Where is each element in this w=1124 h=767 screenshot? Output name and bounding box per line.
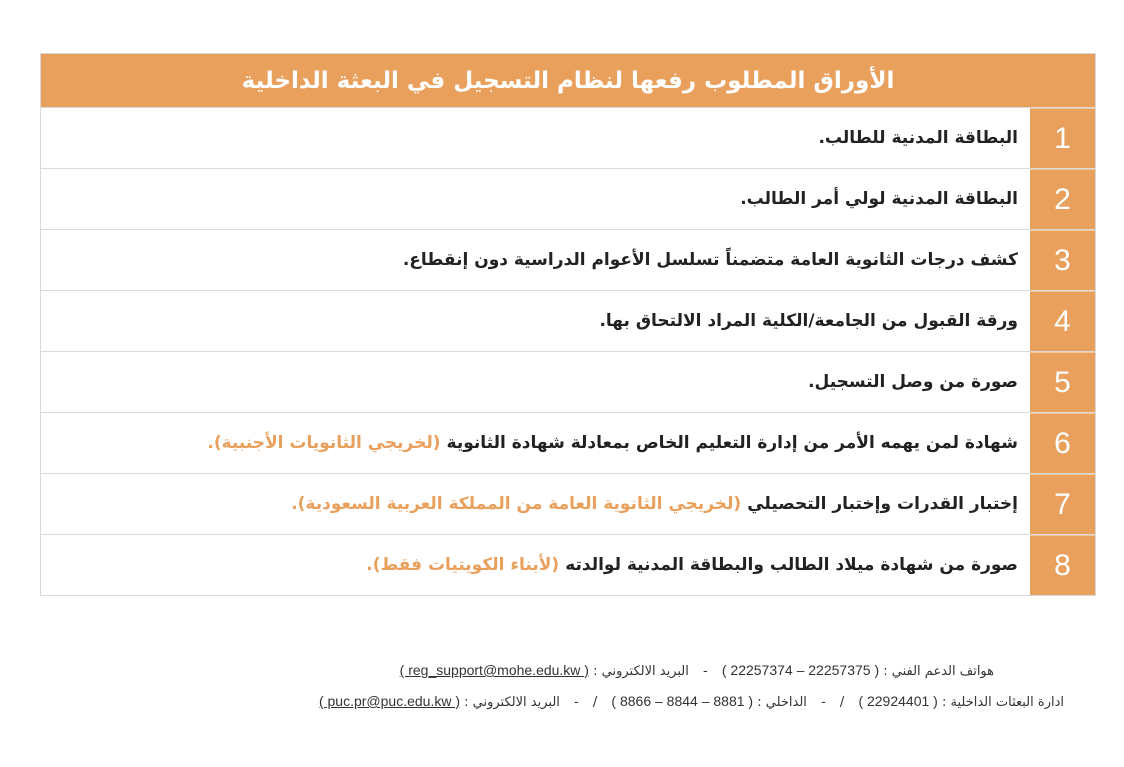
row-text bbox=[41, 291, 1030, 351]
row-main-text: كشف درجات الثانوية العامة متضمناً تسلسل الأعوام الدراسية دون إنقطاع. bbox=[402, 250, 1018, 270]
support-phones: ( 22257374 – 22257375 ) bbox=[721, 662, 880, 678]
separator-slash: / bbox=[839, 695, 845, 710]
row-text bbox=[41, 352, 1030, 412]
row-main-text: ورقة القبول من الجامعة/الكلية المراد الالتحاق بها. bbox=[599, 311, 1018, 331]
row-main-text: البطاقة المدنية لولي أمر الطالب. bbox=[740, 189, 1018, 209]
office-phone: ( 22924401 ) bbox=[858, 693, 938, 709]
row-main-text: البطاقة المدنية للطالب. bbox=[818, 128, 1018, 148]
office-contacts-line bbox=[319, 693, 1064, 710]
row-text bbox=[41, 230, 1030, 290]
office-email-label: البريد الالكتروني : bbox=[464, 695, 560, 710]
office-label: ادارة البعثات الداخلية : bbox=[941, 695, 1064, 710]
row-note: (لخريجي الثانويات الأجنبية). bbox=[207, 433, 441, 453]
row-number: 2 bbox=[1030, 169, 1095, 229]
row-number: 4 bbox=[1030, 291, 1095, 351]
support-contacts-line bbox=[400, 662, 994, 679]
row-number: 7 bbox=[1030, 474, 1095, 534]
row-text bbox=[41, 474, 1030, 534]
row-number: 1 bbox=[1030, 108, 1095, 168]
row-number: 8 bbox=[1030, 535, 1095, 595]
support-email-link[interactable]: ( reg_support@mohe.edu.kw ) bbox=[399, 662, 589, 678]
table-row bbox=[41, 290, 1095, 351]
row-text bbox=[41, 535, 1030, 595]
row-number: 5 bbox=[1030, 352, 1095, 412]
support-phones-label: هواتف الدعم الفني : bbox=[883, 664, 994, 679]
row-main-text: إختبار القدرات وإختبار التحصيلي bbox=[747, 494, 1018, 514]
row-main-text: صورة من وصل التسجيل. bbox=[808, 372, 1018, 392]
internal-extensions: ( 8866 – 8844 – 8881 ) bbox=[611, 693, 754, 709]
table-row bbox=[41, 168, 1095, 229]
row-number: 6 bbox=[1030, 413, 1095, 473]
separator-dash: - bbox=[703, 664, 708, 679]
separator-slash: / bbox=[592, 695, 598, 710]
row-text bbox=[41, 413, 1030, 473]
row-main-text: صورة من شهادة ميلاد الطالب والبطاقة المدنية لوالدته bbox=[565, 555, 1018, 575]
row-note: (لأبناء الكويتيات فقط). bbox=[366, 555, 560, 575]
separator-dash: - bbox=[574, 695, 579, 710]
row-text bbox=[41, 169, 1030, 229]
separator-dash: - bbox=[821, 695, 826, 710]
table-row bbox=[41, 534, 1095, 595]
row-main-text: شهادة لمن يهمه الأمر من إدارة التعليم الخاص بمعادلة شهادة الثانوية bbox=[446, 433, 1018, 453]
table-row bbox=[41, 107, 1095, 168]
table-row bbox=[41, 351, 1095, 412]
support-email-label: البريد الالكتروني : bbox=[593, 664, 689, 679]
internal-label: الداخلي : bbox=[757, 695, 807, 710]
row-text bbox=[41, 108, 1030, 168]
requirements-table bbox=[40, 53, 1096, 596]
office-email-link[interactable]: ( puc.pr@puc.edu.kw ) bbox=[318, 693, 460, 709]
row-number: 3 bbox=[1030, 230, 1095, 290]
table-row bbox=[41, 473, 1095, 534]
table-title: الأوراق المطلوب رفعها لنظام التسجيل في البعثة الداخلية bbox=[41, 54, 1095, 107]
table-row bbox=[41, 229, 1095, 290]
row-note: (لخريجي الثانوية العامة من المملكة العربية السعودية). bbox=[291, 494, 742, 514]
table-row bbox=[41, 412, 1095, 473]
